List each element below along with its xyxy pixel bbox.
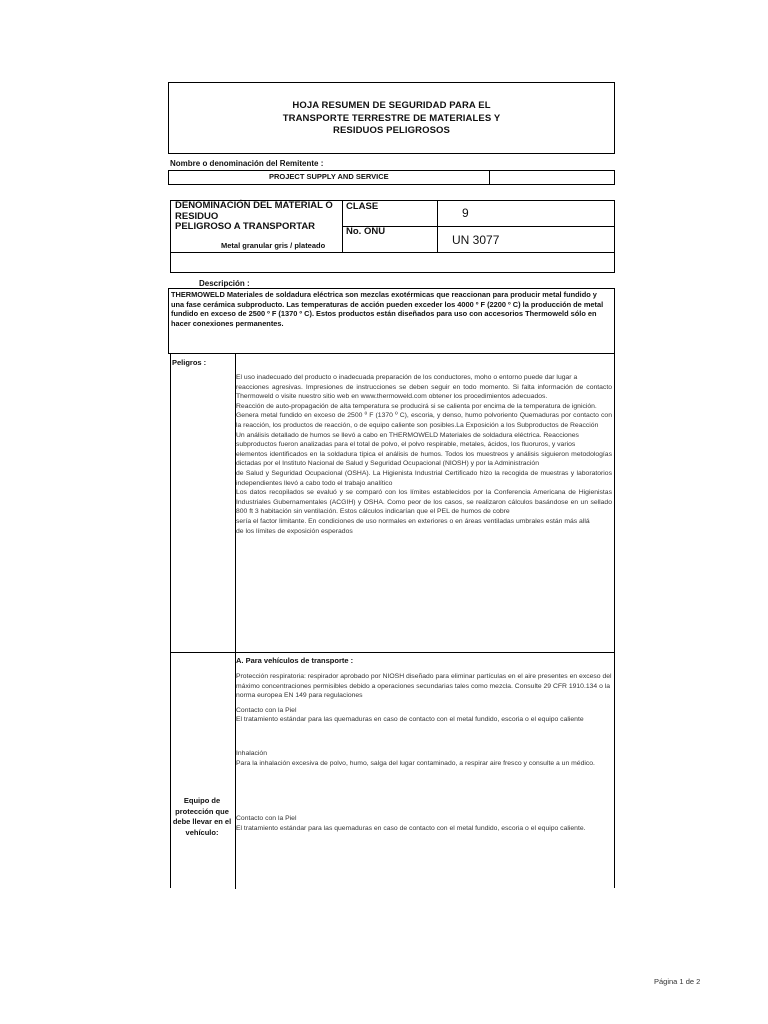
equipment-text [236, 672, 612, 833]
blank-row [170, 253, 615, 273]
inhalation-text: Para la inhalación excesiva de polvo, humo, salga del lugar contaminado, a respirar aire fresco y consulte a un médico. [236, 759, 595, 767]
clase-label: CLASE [346, 201, 379, 212]
hazard-line-6: subproductos fueron analizadas para el total de polvo, el polvo respirable, metales, ácidos, los fluoruros, y varios [236, 441, 576, 449]
title-line-1: HOJA RESUMEN DE SEGURIDAD PARA EL [292, 100, 491, 111]
material-label-line-2: PELIGROSO A TRANSPORTAR [175, 221, 316, 232]
sender-value: PROJECT SUPPLY AND SERVICE [269, 172, 389, 181]
material-label [175, 201, 335, 233]
description-text: THERMOWELD Materiales de soldadura eléctrica son mezclas exotérmicas que reaccionan para producir metal fundido y una fase cerámica subproducto. Las temperaturas de acción pueden exceder los 4000 º F (2200 º C) la producción de metal fundido en exceso de 2500 º F (1370 º C). Estos productos están diseñados para uso con accesorios Thermoweld sólo en hacer conexiones permanentes. [171, 290, 604, 328]
equipment-label-line-4: vehículo: [185, 827, 219, 837]
clase-value: 9 [462, 206, 469, 220]
title-line-3: RESIDUOS PELIGROSOS [333, 125, 450, 136]
material-label-line-1: DENOMINACIÓN DEL MATERIAL O RESIDUO [175, 200, 333, 222]
hazard-line-3: Reacción de auto-propagación de alta temperatura se producirá si se calienta por encima de la temperatura de ignición. [236, 402, 597, 410]
equipment-label-line-1: Equipo de [183, 796, 221, 805]
description-label: Descripción : [199, 279, 250, 288]
skin-contact-title-1: Contacto con la Piel [236, 706, 297, 714]
hazards-label: Peligros : [172, 358, 207, 367]
equipment-label-line-3: debe llevar en el [172, 817, 232, 826]
skin-contact-title-2: Contacto con la Piel [236, 815, 297, 823]
hazard-line-4: Genera metal fundido en exceso de 2500 º F (1370 º C), escoria, y denso, humo polvoriento Quemaduras por contacto con la reacción, los productos de reacción, o de equipo caliente son posibles.La Exposición a los Subproductos de Reacción [236, 412, 612, 429]
hazard-line-8: de Salud y Seguridad Ocupacional (OSHA). La Higienista Industrial Certificado hizo la recogida de muestras y laboratorios independientes llevó a cabo todo el trabajo analítico [236, 469, 612, 487]
hazard-line-11: de los límites de exposición esperados [236, 527, 353, 535]
hazard-line-1: El uso inadecuado del producto o inadecuada preparación de los conductores, moho o entorno puede dar lugar a [236, 374, 578, 381]
page-number: Página 1 de 2 [654, 977, 701, 986]
hazard-line-5: Un análisis detallado de humos se llevó a cabo en THERMOWELD Materiales de soldadura eléctrica. Reacciones [236, 431, 579, 439]
title-line-2: TRANSPORTE TERRESTRE DE MATERIALES Y [282, 112, 501, 124]
hazard-line-7: elementos identificados en la soldadura típica el análisis de humos. Todos los muestreos y análisis siguieron metodologías dictadas por el Instituto Nacional de Salud y Seguridad Ocupacional (NIOSH) y por la Administración [236, 450, 612, 468]
resp-protection-text: Protección respiratoria: respirador aprobado por NIOSH diseñado para eliminar partículas en el aire presentes en exceso del máximo concentraciones permisibles debido a operaciones secundarias tales como mezcla. Consulte 29 CFR 1910.134 o la norma europea EN 149 para regulaciones [236, 673, 612, 700]
hazard-line-2: reacciones agresivas. Impresiones de instrucciones se deben seguir en todo momento. Si falta información de contacto Thermoweld o visite nuestro sitio web en www.thermoweld.com obtener los procedimientos adecuados. [236, 383, 612, 401]
description-box [168, 288, 615, 354]
hazard-line-9: Los datos recopilados se evaluó y se comparó con los límites establecidos por la Conferencia Americana de Higienistas Industriales Gubernamentales (ACGIH) y OSHA. Como peor de los casos, se realizaron cálculos basándose en un sellado 800 ft 3 habitación sin ventilación. Estos cálculos indicarían que el PEL de humos de cobre [236, 489, 612, 516]
equipment-section-title: A. Para vehículos de transporte : [236, 656, 354, 665]
inhalation-title: Inhalación [236, 749, 267, 757]
onu-value: UN 3077 [452, 233, 500, 247]
skin-contact-text-2: El tratamiento estándar para las quemaduras en caso de contacto con el metal fundido, escoria o el equipo caliente. [236, 824, 586, 832]
equipment-label-line-2: protección que [175, 806, 229, 816]
hazards-text [236, 373, 612, 536]
sender-label: Nombre o denominación del Remitente : [170, 159, 324, 168]
material-name: Metal granular gris / plateado [221, 241, 326, 250]
header-box [168, 82, 615, 154]
skin-contact-text-1: El tratamiento estándar para las quemaduras en caso de contacto con el metal fundido, escoria o el equipo caliente [236, 716, 584, 724]
equipment-label [170, 796, 234, 838]
sender-row [168, 170, 615, 185]
onu-label: No. ONU [346, 226, 386, 237]
hazard-line-10: sería el factor limitante. En condiciones de uso normales en exteriores o en áreas ventiladas umbrales están más allá [236, 517, 590, 525]
